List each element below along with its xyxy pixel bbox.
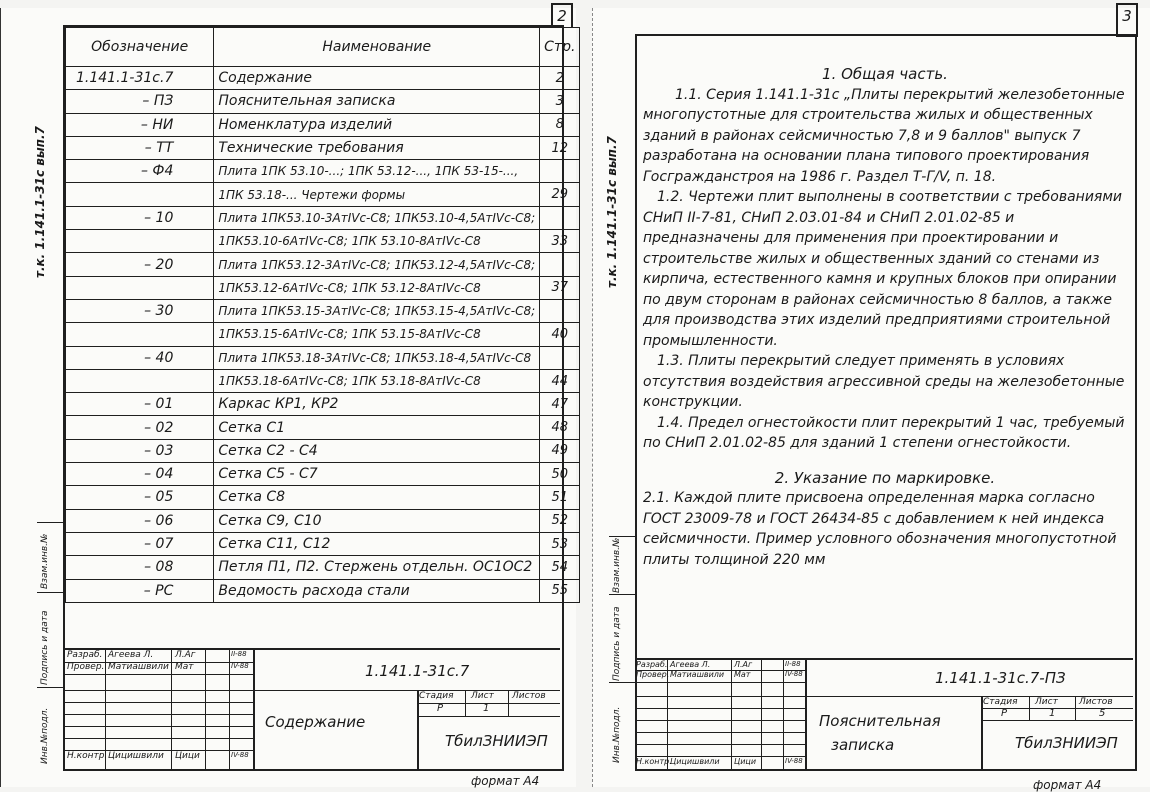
table-row (66, 416, 580, 439)
right-sheets-label: Листов (1079, 697, 1113, 707)
section-1-title: 1. Общая часть. (822, 65, 948, 83)
role-1-date: II-88 (231, 650, 247, 658)
left-title-block (65, 648, 560, 769)
role-3-signature: Цици (175, 751, 200, 761)
row-code: – Ф4 (66, 160, 214, 183)
row-name: Сетка С2 - С4 (214, 439, 540, 462)
role-1-name: Агеева Л. (108, 650, 154, 660)
role-2: Провер. (67, 662, 105, 672)
strip-label-signature: Подпись и дата (40, 610, 50, 685)
row-name: Сетка С9, С10 (214, 509, 540, 532)
left-sheet (0, 8, 576, 787)
paragraph-1-2: 1.2. Чертежи плит выполнены в соответствии с требованиями СНиП II-7-81, СНиП 2.03.01-84 и СНиП 2.01.02-85 и предназначены для применения при проектировании и строительстве жилых и общественных зданий со стенами из кирпича, естественного камня и крупных блоков при опирании по двум сторонам в районах сейсмичностью 8 баллов, а также для производства этих изделий предприятиями строительной промышленности. (643, 189, 1123, 349)
row-page: 54 (540, 556, 580, 579)
left-org: ТбилЗНИИЭП (445, 732, 548, 750)
header-page: Стр. (540, 28, 580, 67)
row-name: 1ПК53.12-6АтIVс-С8; 1ПК 53.12-8АтIVс-С8 (214, 276, 540, 299)
role-3-name: Цицишвили (108, 751, 164, 761)
left-side-strip (37, 522, 65, 767)
row-name: Сетка С1 (214, 416, 540, 439)
strip-label-inventory: Инв.№подл. (40, 707, 50, 764)
strip-label-replace: Взам.инв.№ (612, 537, 622, 593)
role-3: Н.контр. (636, 757, 672, 766)
table-row (66, 299, 580, 322)
contents-table (65, 27, 580, 603)
table-row (66, 486, 580, 509)
row-page: 49 (540, 439, 580, 462)
row-page: 3 (540, 90, 580, 113)
row-name: Каркас КР1, КР2 (214, 393, 540, 416)
right-sheet-title-1: Пояснительная (819, 712, 941, 730)
row-code: – ПЗ (66, 90, 214, 113)
table-row (66, 509, 580, 532)
paragraph-1-1: 1.1. Серия 1.141.1-31с „Плиты перекрытий железобетонные многопустотные для строительства жилых и общественных зданий в районах сейсмичностью 7,8 и 9 баллов" выпуск 7 разработана на основании плана типового проектирования Госгражданстроя на 1986 г. Раздел Т-Г/V, п. 18. (643, 86, 1125, 185)
role-3-date: IV-88 (785, 757, 803, 765)
left-stage: Р (437, 703, 444, 714)
role-2-name: Матиашвили (670, 670, 725, 679)
strip-label-signature: Подпись и дата (612, 606, 622, 681)
left-stage-label: Стадия (419, 691, 454, 701)
table-row (66, 230, 580, 253)
role-1-signature: Л.Аг (734, 660, 753, 669)
row-code (66, 183, 214, 206)
right-org: ТбилЗНИИЭП (1015, 734, 1118, 752)
row-code: – 03 (66, 439, 214, 462)
contents-body (66, 67, 580, 603)
table-row (66, 463, 580, 486)
role-2-name: Матиашвили (108, 662, 169, 672)
right-format: формат А4 (1033, 778, 1102, 792)
row-code: – 40 (66, 346, 214, 369)
row-code (66, 230, 214, 253)
table-row (66, 253, 580, 276)
row-name: Сетка С11, С12 (214, 532, 540, 555)
strip-label-replace: Взам.инв.№ (40, 533, 50, 589)
right-sheets: 5 (1099, 708, 1106, 719)
row-page: 53 (540, 532, 580, 555)
paragraph-1-4: 1.4. Предел огнестойкости плит перекрытий 1 час, требуемый по СНиП 2.01.02-85 для зданий 1 степени огнестойкости. (643, 414, 1125, 451)
row-name: Плита 1ПК53.18-3АтIVс-С8; 1ПК53.18-4,5АтIVс-С8 (214, 346, 540, 369)
row-name: Пояснительная записка (214, 90, 540, 113)
right-side-strip (609, 536, 637, 767)
paragraph-1-3: 1.3. Плиты перекрытий следует применять в условиях отсутствия воздействия агрессивной среды на железобетонные конструкции. (643, 353, 1125, 410)
row-code: – 01 (66, 393, 214, 416)
row-name: 1ПК53.18-6АтIVс-С8; 1ПК 53.18-8АтIVс-С8 (214, 369, 540, 392)
right-title-block (635, 658, 1133, 769)
table-row (66, 67, 580, 90)
table-row (66, 323, 580, 346)
right-stage: Р (1001, 708, 1008, 719)
table-row (66, 160, 580, 183)
row-code: – 20 (66, 253, 214, 276)
role-1-name: Агеева Л. (670, 660, 711, 669)
role-3: Н.контр. (67, 751, 108, 761)
role-2-date: IV-88 (785, 670, 803, 678)
row-page (540, 206, 580, 229)
row-name: 1ПК53.10-6АтIVс-С8; 1ПК 53.10-8АтIVс-С8 (214, 230, 540, 253)
table-row (66, 183, 580, 206)
role-2-date: IV-88 (231, 662, 249, 670)
row-code: – НИ (66, 113, 214, 136)
row-code (66, 323, 214, 346)
role-3-name: Цицишвили (670, 757, 720, 766)
row-code: 1.141.1-31с.7 (66, 67, 214, 90)
row-name: Сетка С8 (214, 486, 540, 509)
role-3-date: IV-88 (231, 751, 249, 759)
row-page: 40 (540, 323, 580, 346)
right-sheet: 1 (1049, 708, 1056, 719)
row-page (540, 299, 580, 322)
row-code: – ТТ (66, 136, 214, 159)
row-code: – РС (66, 579, 214, 602)
row-page: 2 (540, 67, 580, 90)
row-name: Плита 1ПК53.15-3АтIVс-С8; 1ПК53.15-4,5АтIVс-С8; (214, 299, 540, 322)
row-name: Плита 1ПК53.12-3АтIVс-С8; 1ПК53.12-4,5АтIVс-С8; (214, 253, 540, 276)
right-sheet-title-2: записка (831, 736, 895, 754)
left-format: формат А4 (471, 774, 540, 788)
row-name: Технические требования (214, 136, 540, 159)
header-name: Наименование (214, 28, 540, 67)
table-row (66, 579, 580, 602)
row-page: 44 (540, 369, 580, 392)
role-1-date: II-88 (785, 660, 801, 668)
row-name: 1ПК53.15-6АтIVс-С8; 1ПК 53.15-8АтIVс-С8 (214, 323, 540, 346)
row-code: – 04 (66, 463, 214, 486)
row-name: Номенклатура изделий (214, 113, 540, 136)
table-row (66, 90, 580, 113)
row-page: 29 (540, 183, 580, 206)
row-page (540, 346, 580, 369)
row-name: 1ПК 53.18-... Чертежи формы (214, 183, 540, 206)
left-sheet-label: Лист (471, 691, 494, 701)
table-row (66, 346, 580, 369)
row-code (66, 369, 214, 392)
row-code: – 07 (66, 532, 214, 555)
table-row (66, 113, 580, 136)
table-row (66, 369, 580, 392)
table-row (66, 556, 580, 579)
right-sheet (592, 7, 1150, 792)
table-row (66, 393, 580, 416)
left-page-number: 2 (551, 3, 573, 27)
right-doc-code: 1.141.1-31с.7-ПЗ (935, 669, 1066, 687)
right-stage-label: Стадия (983, 697, 1018, 707)
role-1-signature: Л.Аг (175, 650, 196, 660)
row-page: 47 (540, 393, 580, 416)
role-2-signature: Мат (175, 662, 194, 672)
role-1: Разраб. (636, 660, 668, 669)
table-row (66, 276, 580, 299)
row-page: 33 (540, 230, 580, 253)
row-page: 51 (540, 486, 580, 509)
row-page: 48 (540, 416, 580, 439)
row-name: Плита 1ПК53.10-3АтIVс-С8; 1ПК53.10-4,5АтIVс-С8; (214, 206, 540, 229)
left-doc-code: 1.141.1-31с.7 (365, 662, 470, 680)
row-page: 12 (540, 136, 580, 159)
row-page: 8 (540, 113, 580, 136)
right-sheet-label: Лист (1035, 697, 1058, 707)
header-code: Обозначение (66, 28, 214, 67)
row-code: – 10 (66, 206, 214, 229)
right-side-label: т.к. 1.141.1-31с вып.7 (605, 136, 619, 288)
left-sheet: 1 (483, 703, 490, 714)
role-2: Провер. (636, 670, 670, 679)
row-name: Ведомость расхода стали (214, 579, 540, 602)
row-name: Петля П1, П2. Стержень отдельн. ОС1ОС2 (214, 556, 540, 579)
right-page-number: 3 (1116, 3, 1138, 37)
section-2-title: 2. Указание по маркировке. (774, 468, 996, 487)
table-row (66, 532, 580, 555)
row-name: Содержание (214, 67, 540, 90)
row-page: 50 (540, 463, 580, 486)
row-code: – 05 (66, 486, 214, 509)
explanatory-text (643, 64, 1127, 570)
row-code: – 06 (66, 509, 214, 532)
role-1: Разраб. (67, 650, 103, 660)
row-name: Плита 1ПК 53.10-...; 1ПК 53.12-..., 1ПК 53-15-..., (214, 160, 540, 183)
row-name: Сетка С5 - С7 (214, 463, 540, 486)
left-sheet-title: Содержание (265, 713, 366, 731)
left-sheets-label: Листов (512, 691, 546, 701)
table-row (66, 136, 580, 159)
row-page (540, 160, 580, 183)
row-page (540, 253, 580, 276)
role-2-signature: Мат (734, 670, 751, 679)
row-code: – 30 (66, 299, 214, 322)
paragraph-2-1: 2.1. Каждой плите присвоена определенная марка согласно ГОСТ 23009-78 и ГОСТ 26434-85 с добавлением к ней индекса сейсмичности. Пример условного обозначения многопустотной плиты толщиной 220 мм (643, 490, 1117, 568)
row-code: – 02 (66, 416, 214, 439)
row-page: 52 (540, 509, 580, 532)
row-code: – 08 (66, 556, 214, 579)
row-code (66, 276, 214, 299)
table-row (66, 439, 580, 462)
strip-label-inventory: Инв.№подл. (612, 706, 622, 763)
left-side-label: т.к. 1.141.1-31с вып.7 (33, 126, 47, 278)
table-row (66, 206, 580, 229)
row-page: 55 (540, 579, 580, 602)
role-3-signature: Цици (734, 757, 757, 766)
row-page: 37 (540, 276, 580, 299)
